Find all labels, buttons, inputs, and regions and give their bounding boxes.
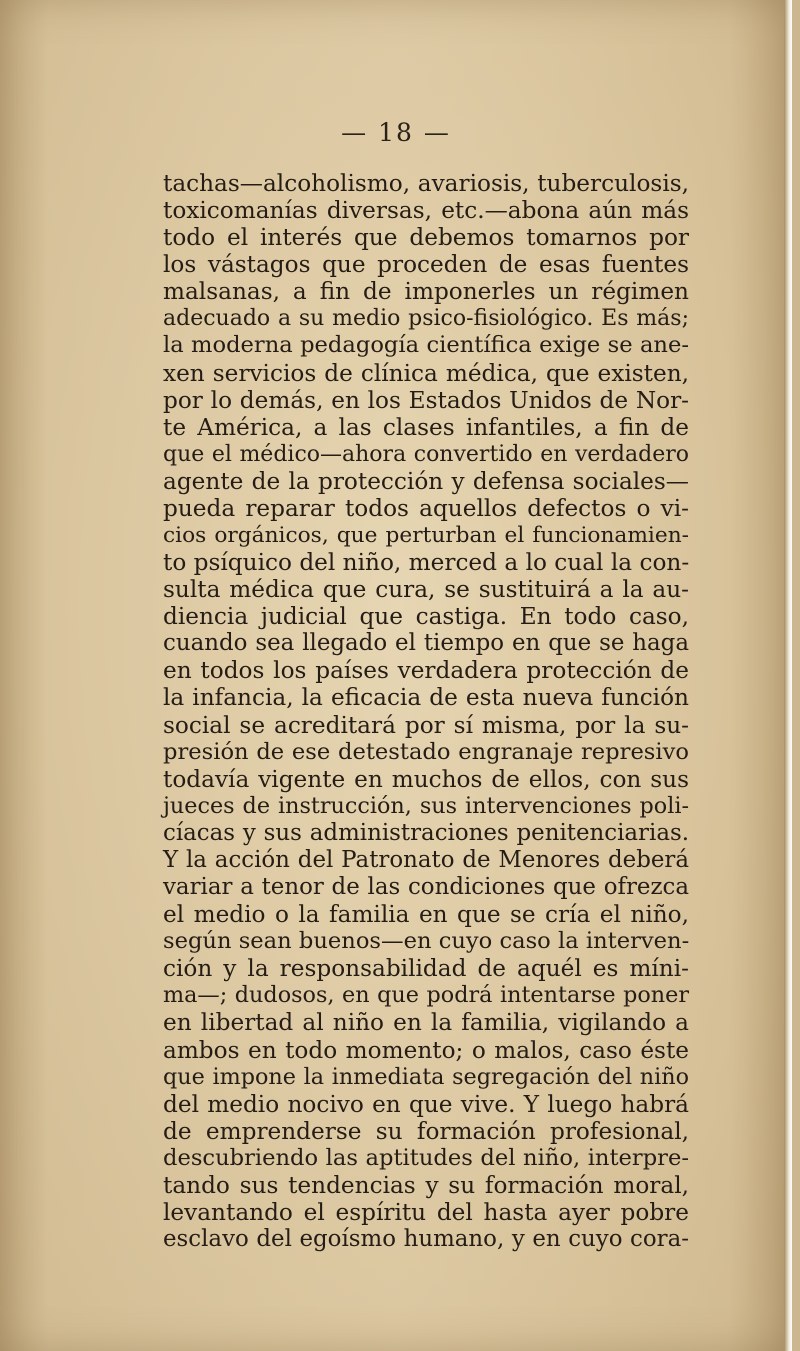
text-line: tando sus tendencias y su formación moral, bbox=[163, 1171, 689, 1199]
text-line: todo el interés que debemos tomarnos por bbox=[163, 224, 689, 252]
text-line: ambos en todo momento; o malos, caso éste bbox=[163, 1036, 689, 1064]
text-line: la infancia, la eficacia de esta nueva función bbox=[163, 684, 689, 712]
text-line: xen servicios de clínica médica, que existen, bbox=[163, 359, 689, 387]
text-line: que impone la inmediata segregación del niño bbox=[163, 1063, 689, 1090]
text-line: social se acreditará por sí misma, por la su- bbox=[163, 711, 689, 739]
text-line: sulta médica que cura, se sustituirá a la au- bbox=[163, 576, 689, 604]
text-line: levantando el espíritu del hasta ayer pobre bbox=[163, 1198, 689, 1226]
text-line: los vástagos que proceden de esas fuentes bbox=[163, 251, 689, 279]
text-line: de emprenderse su formación profesional, bbox=[163, 1117, 689, 1145]
text-line: cuando sea llegado el tiempo en que se haga bbox=[163, 630, 689, 657]
text-line: tachas—alcoholismo, avariosis, tuberculosis, bbox=[163, 170, 689, 197]
page-edge bbox=[784, 0, 792, 1351]
text-line: agente de la protección y defensa sociales— bbox=[163, 467, 689, 495]
text-line: jueces de instrucción, sus intervenciones poli- bbox=[163, 792, 689, 819]
text-line: todavía vigente en muchos de ellos, con sus bbox=[163, 765, 689, 793]
text-line: en libertad al niño en la familia, vigilando a bbox=[163, 1009, 689, 1037]
text-line: pueda reparar todos aquellos defectos o vi- bbox=[163, 494, 689, 522]
text-line: en todos los países verdadera protección de bbox=[163, 657, 689, 685]
text-line: te América, a las clases infantiles, a fin de bbox=[163, 413, 689, 441]
text-line: el medio o la familia en que se cría el niño, bbox=[163, 901, 689, 929]
page-number: — 18 — bbox=[341, 118, 451, 147]
text-line: por lo demás, en los Estados Unidos de Nor- bbox=[163, 386, 689, 414]
text-line: adecuado a su medio psico-fisiológico. Es más; bbox=[163, 306, 689, 332]
text-line: ma—; dudosos, en que podrá intentarse poner bbox=[163, 982, 689, 1009]
text-line: cíacas y sus administraciones penitenciarias. bbox=[163, 819, 689, 846]
text-line: descubriendo las aptitudes del niño, interpre- bbox=[163, 1144, 689, 1171]
text-line: del medio nocivo en que vive. Y luego habrá bbox=[163, 1090, 689, 1118]
text-line: que el médico—ahora convertido en verdadero bbox=[163, 441, 689, 467]
text-line: Y la acción del Patronato de Menores deberá bbox=[163, 846, 689, 873]
text-line: la moderna pedagogía científica exige se ane- bbox=[163, 332, 689, 359]
text-line: toxicomanías diversas, etc.—abona aún más bbox=[163, 197, 689, 225]
body-text bbox=[163, 170, 689, 1253]
text-line: esclavo del egoísmo humano, y en cuyo cora- bbox=[163, 1226, 689, 1253]
text-line: malsanas, a fin de imponerles un régimen bbox=[163, 278, 689, 306]
text-line: según sean buenos—en cuyo caso la interven- bbox=[163, 928, 690, 955]
text-line: ción y la responsabilidad de aquél es míni- bbox=[163, 955, 689, 983]
text-line: diencia judicial que castiga. En todo caso, bbox=[163, 603, 689, 631]
text-line: to psíquico del niño, merced a lo cual la con- bbox=[163, 549, 690, 577]
text-line: cios orgánicos, que perturban el funcionamien- bbox=[163, 523, 689, 549]
text-line: variar a tenor de las condiciones que ofrezca bbox=[163, 874, 689, 901]
text-line: presión de ese detestado engranaje represivo bbox=[163, 738, 689, 765]
